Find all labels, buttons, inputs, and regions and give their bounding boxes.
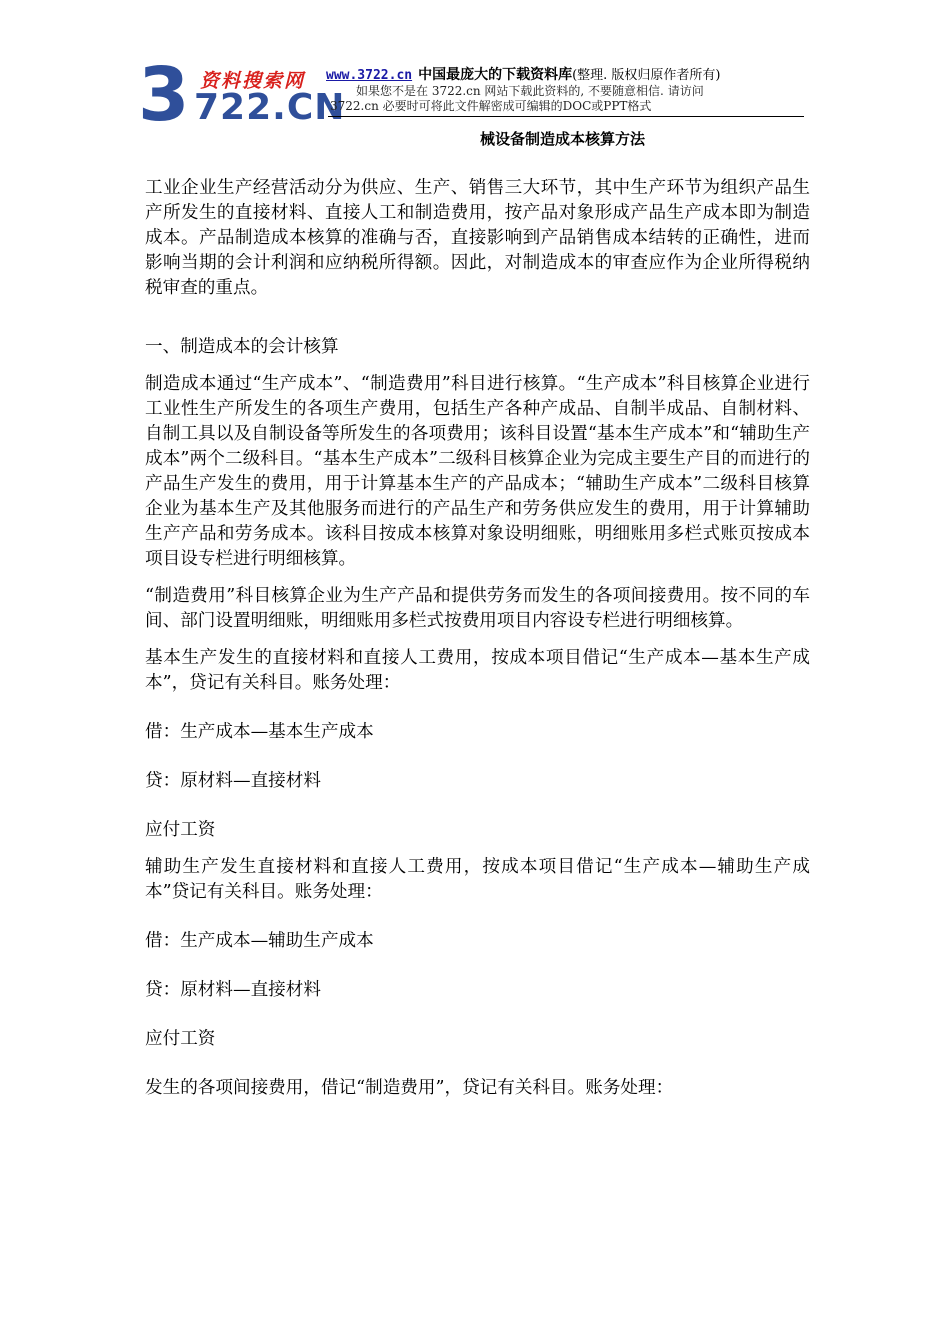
paragraph-basic-production: 基本生产发生的直接材料和直接人工费用，按成本项目借记“生产成本—基本生产成本”，贷记有关科目。账务处理： <box>145 648 810 693</box>
paragraph-auxiliary-production: 辅助生产发生直接材料和直接人工费用，按成本项目借记“生产成本—辅助生产成本”贷记有关科目。账务处理： <box>145 857 810 902</box>
entry-credit-materials: 贷：原材料—直接材料 <box>145 771 321 791</box>
section-heading: 一、制造成本的会计核算 <box>145 337 339 357</box>
entry-debit-basic: 借：生产成本—基本生产成本 <box>145 722 374 742</box>
paragraph-intro: 工业企业生产经营活动分为供应、生产、销售三大环节，其中生产环节为组织产品生产所发生的直接材料、直接人工和制造费用，按产品对象形成产品生产成本即为制造成本。产品制造成本核算的准确与否，直接影响到产品销售成本结转的正确性，进而影响当期的会计利润和应纳税所得额。因此，对制造成本的审查应作为企业所得税纳税审查的重点。 <box>145 178 810 298</box>
paragraph-overhead: “制造费用”科目核算企业为生产产品和提供劳务而发生的各项间接费用。按不同的车间、部门设置明细账，明细账用多栏式按费用项目内容设专栏进行明细核算。 <box>145 586 810 631</box>
paragraph-production-cost: 制造成本通过“生产成本”、“制造费用”科目进行核算。“生产成本”科目核算企业进行工业性生产所发生的各项生产费用，包括生产各种产成品、自制半成品、自制材料、自制工具以及自制设备等所发生的各项费用；该科目设置“基本生产成本”和“辅助生产成本”两个二级科目。“基本生产成本”二级科目核算企业为完成主要生产目的而进行的产品生产发生的费用，用于计算基本生产的产品成本；“辅助生产成本”二级科目核算企业为基本生产及其他服务而进行的产品生产和劳务供应发生的费用，用于计算辅助生产产品和劳务成本。该科目按成本核算对象设明细账，明细账用多栏式账页按成本项目设专栏进行明细核算。 <box>145 374 810 569</box>
document-title: 械设备制造成本核算方法 <box>480 130 646 148</box>
site-tagline: 中国最庞大的下载资料库 <box>418 67 573 83</box>
format-notice: 3722.cn 必要时可将此文件解密成可编辑的DOC或PPT格式 <box>330 99 652 113</box>
header-divider <box>328 116 804 117</box>
logo-digit: 3 <box>138 52 188 138</box>
entry-credit-materials-2: 贷：原材料—直接材料 <box>145 980 321 1000</box>
entry-credit-wages: 应付工资 <box>145 820 216 840</box>
site-url-link[interactable]: www.3722.cn <box>326 68 413 83</box>
download-notice: 如果您不是在 3722.cn 网站下载此资料的, 不要随意相信. 请访问 <box>356 84 704 98</box>
entry-debit-auxiliary: 借：生产成本—辅助生产成本 <box>145 931 374 951</box>
logo-bottom-text: 722.CN <box>194 87 346 128</box>
logo-top-text: 资料搜索网 <box>200 70 306 92</box>
header-line <box>326 66 721 85</box>
rights-note: (整理. 版权归原作者所有) <box>572 68 721 83</box>
paragraph-indirect-costs: 发生的各项间接费用，借记“制造费用”，贷记有关科目。账务处理： <box>145 1078 674 1098</box>
entry-credit-wages-2: 应付工资 <box>145 1029 216 1049</box>
site-logo[interactable] <box>138 52 346 138</box>
document-body <box>145 172 810 1101</box>
page-header <box>0 0 950 138</box>
